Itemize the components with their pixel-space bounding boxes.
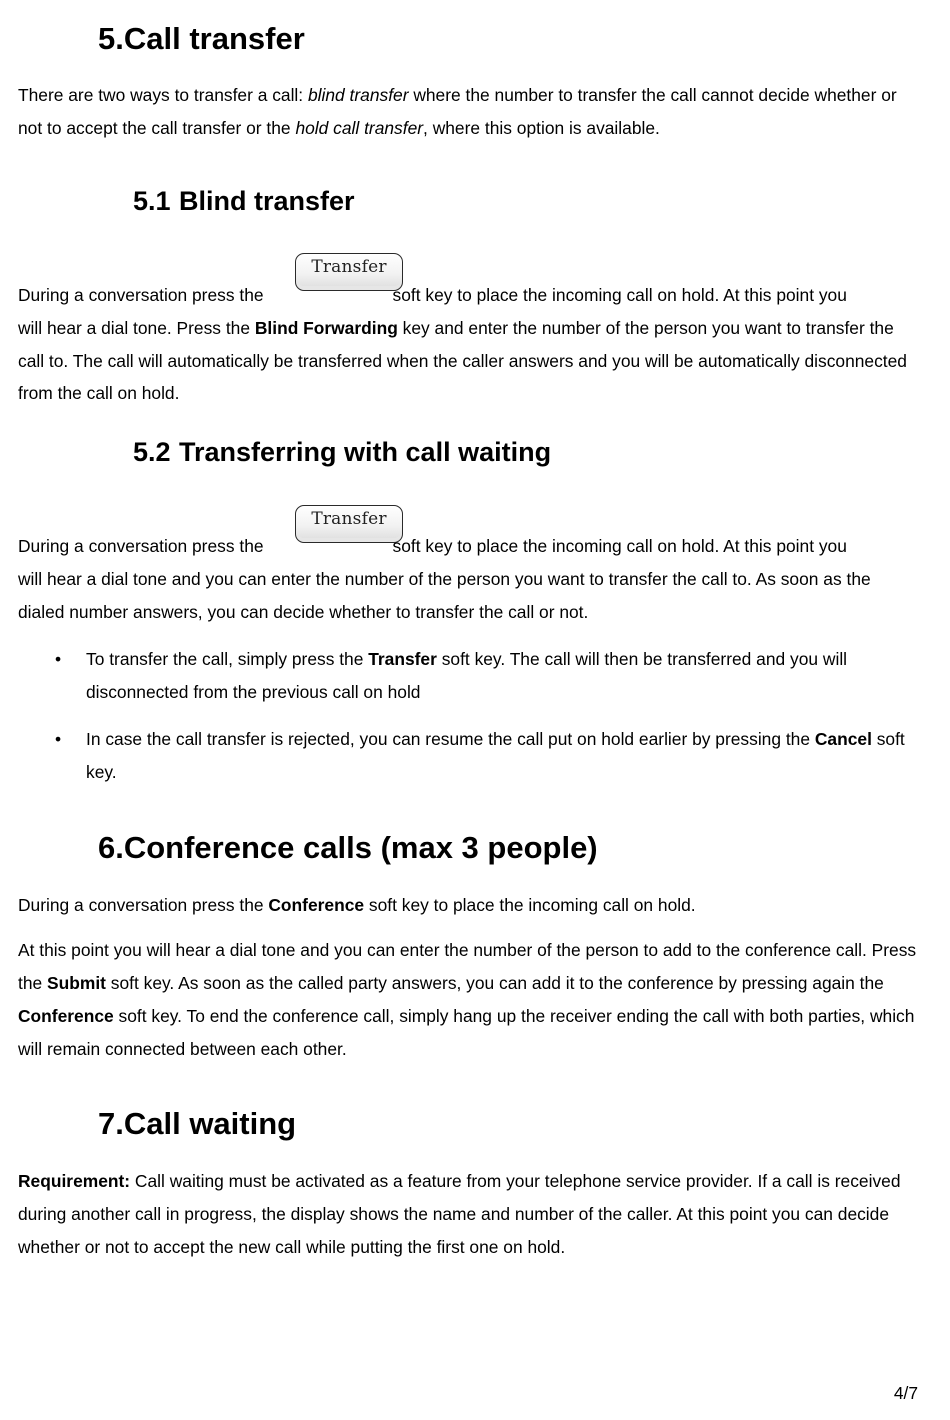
list-item: • To transfer the call, simply press the Transfer soft key. The call will then be transferred and you will disconnected from the previous call on hold <box>50 643 920 709</box>
bullet-icon: • <box>54 729 62 749</box>
section-5-2-body: will hear a dial tone and you can enter the number of the person you want to transfer the call to. As soon as the dialed number answers, you can decide whether to transfer the call or not. <box>18 569 871 622</box>
section-7-para: Requirement: Call waiting must be activated as a feature from your telephone service provider. If a call is received during another call in progress, the display shows the name and number of the caller. At this point you can decide whether or not to accept the new call while putting the first one on hold. <box>18 1171 901 1257</box>
section-6-para-2: At this point you will hear a dial tone and you can enter the number of the person to add to the conference call. Press the Submit soft key. As soon as the called party answers, you can add it to the conference by pressing again the Conference soft key. To end the conference call, simply hang up the receiver ending the call with both parties, which will remain connected between each other. <box>18 940 917 1059</box>
section-5-2-line-1: During a conversation press the soft key to place the incoming call on hold. At this point you <box>18 536 847 556</box>
section-6-para-1: During a conversation press the Conference soft key to place the incoming call on hold. <box>18 895 696 915</box>
page-number: 4/7 <box>893 1383 918 1403</box>
transfer-softkey-image: Transfer <box>295 505 403 543</box>
section-5-1-heading <box>133 188 355 215</box>
section-title: Blind transfer <box>179 186 355 216</box>
section-5-1-line-1: During a conversation press the soft key to place the incoming call on hold. At this point you <box>18 285 847 305</box>
section-5-intro: There are two ways to transfer a call: blind transfer where the number to transfer the call cannot decide whether or not to accept the call transfer or the hold call transfer, where this option is available. <box>18 85 897 138</box>
section-6-heading: 6.Conference calls (max 3 people) <box>98 830 598 865</box>
section-number: 5.2 <box>133 437 171 467</box>
transfer-softkey-image: Transfer <box>295 253 403 291</box>
section-5-1-body: will hear a dial tone. Press the Blind Forwarding key and enter the number of the person you want to transfer the call to. The call will automatically be transferred when the caller answers and you will be automatically disconnected from the call on hold. <box>18 318 907 404</box>
section-number: 5.1 <box>133 186 171 216</box>
section-7-heading: 7.Call waiting <box>98 1106 297 1141</box>
bullet-icon: • <box>54 649 62 669</box>
section-title: Transferring with call waiting <box>179 437 552 467</box>
list-item: • In case the call transfer is rejected, you can resume the call put on hold earlier by pressing the Cancel soft key. <box>50 723 920 789</box>
section-5-heading: 5.Call transfer <box>98 21 305 56</box>
section-5-2-heading <box>133 439 551 466</box>
